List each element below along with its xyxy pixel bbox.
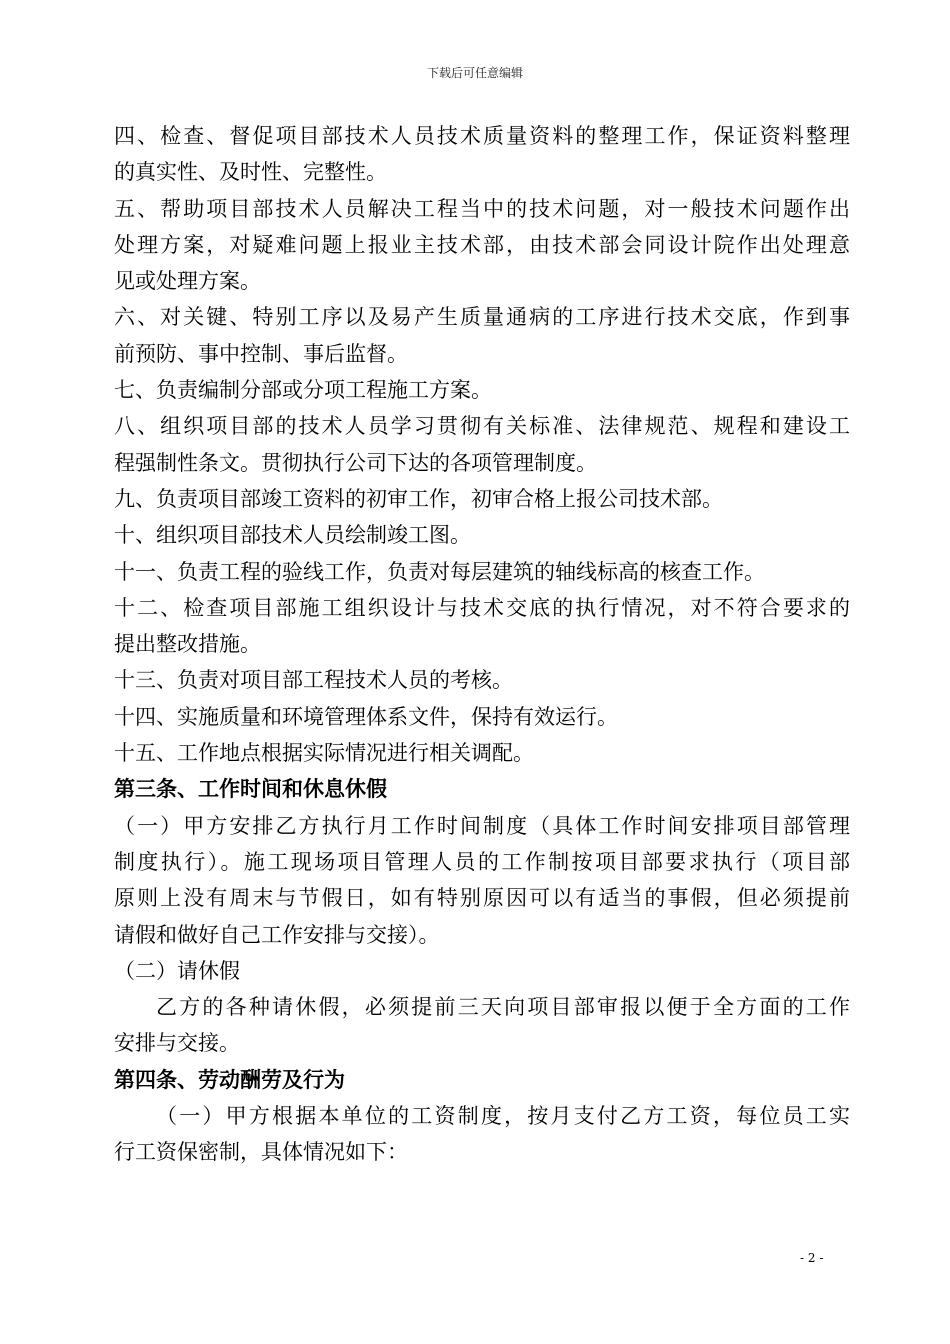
text-line: （一）甲方根据本单位的工资制度，按月支付乙方工资，每位员工实	[156, 1104, 850, 1129]
text-line: 七、负责编制分部或分项工程施工方案。	[114, 378, 492, 403]
text-line: 制度执行）。施工现场项目管理人员的工作制按项目部要求执行（项目部	[114, 849, 850, 874]
text-line: （一）甲方安排乙方执行月工作时间制度（具体工作时间安排项目部管理	[114, 813, 850, 838]
text-line: 处理方案，对疑难问题上报业主技术部，由技术部会同设计院作出处理意	[114, 232, 850, 257]
document-body	[114, 118, 850, 1171]
text-line: 十、组织项目部技术人员绘制竣工图。	[114, 523, 471, 548]
text-line: （二）请休假	[114, 958, 240, 983]
text-line: 提出整改措施。	[114, 632, 261, 657]
text-line: 原则上没有周末与节假日，如有特别原因可以有适当的事假，但必须提前	[114, 886, 850, 911]
text-line: 十五、工作地点根据实际情况进行相关调配。	[114, 741, 534, 766]
text-line: 乙方的各种请休假，必须提前三天向项目部审报以便于全方面的工作	[156, 995, 850, 1020]
text-line: 行工资保密制，具体情况如下：	[114, 1140, 408, 1165]
text-line: 的真实性、及时性、完整性。	[114, 160, 387, 185]
text-line: 见或处理方案。	[114, 269, 261, 294]
section-heading: 第三条、工作时间和休息休假	[114, 776, 387, 802]
text-line: 四、检查、督促项目部技术人员技术质量资料的整理工作，保证资料整理	[114, 124, 850, 148]
text-line: 六、对关键、特别工序以及易产生质量通病的工序进行技术交底，作到事	[114, 305, 850, 330]
text-line: 八、组织项目部的技术人员学习贯彻有关标准、法律规范、规程和建设工	[114, 414, 850, 439]
text-line: 五、帮助项目部技术人员解决工程当中的技术问题，对一般技术问题作出	[114, 196, 850, 221]
text-line: 安排与交接。	[114, 1031, 240, 1056]
text-line: 请假和做好自己工作安排与交接）。	[114, 922, 440, 947]
page-header: 下载后可任意编辑	[426, 66, 523, 80]
page-number: - 2 -	[800, 1251, 824, 1265]
text-line: 十四、实施质量和环境管理体系文件，保持有效运行。	[114, 704, 618, 729]
text-line: 九、负责项目部竣工资料的初审工作，初审合格上报公司技术部。	[114, 486, 723, 511]
text-line: 十一、负责工程的验线工作，负责对每层建筑的轴线标高的核查工作。	[114, 559, 765, 584]
text-line: 十三、负责对项目部工程技术人员的考核。	[114, 668, 513, 693]
section-heading: 第四条、劳动酬劳及行为	[114, 1066, 345, 1092]
text-line: 前预防、事中控制、事后监督。	[114, 341, 408, 366]
text-line: 十二、检查项目部施工组织设计与技术交底的执行情况，对不符合要求的	[114, 595, 850, 620]
text-line: 程强制性条文。贯彻执行公司下达的各项管理制度。	[114, 450, 597, 475]
